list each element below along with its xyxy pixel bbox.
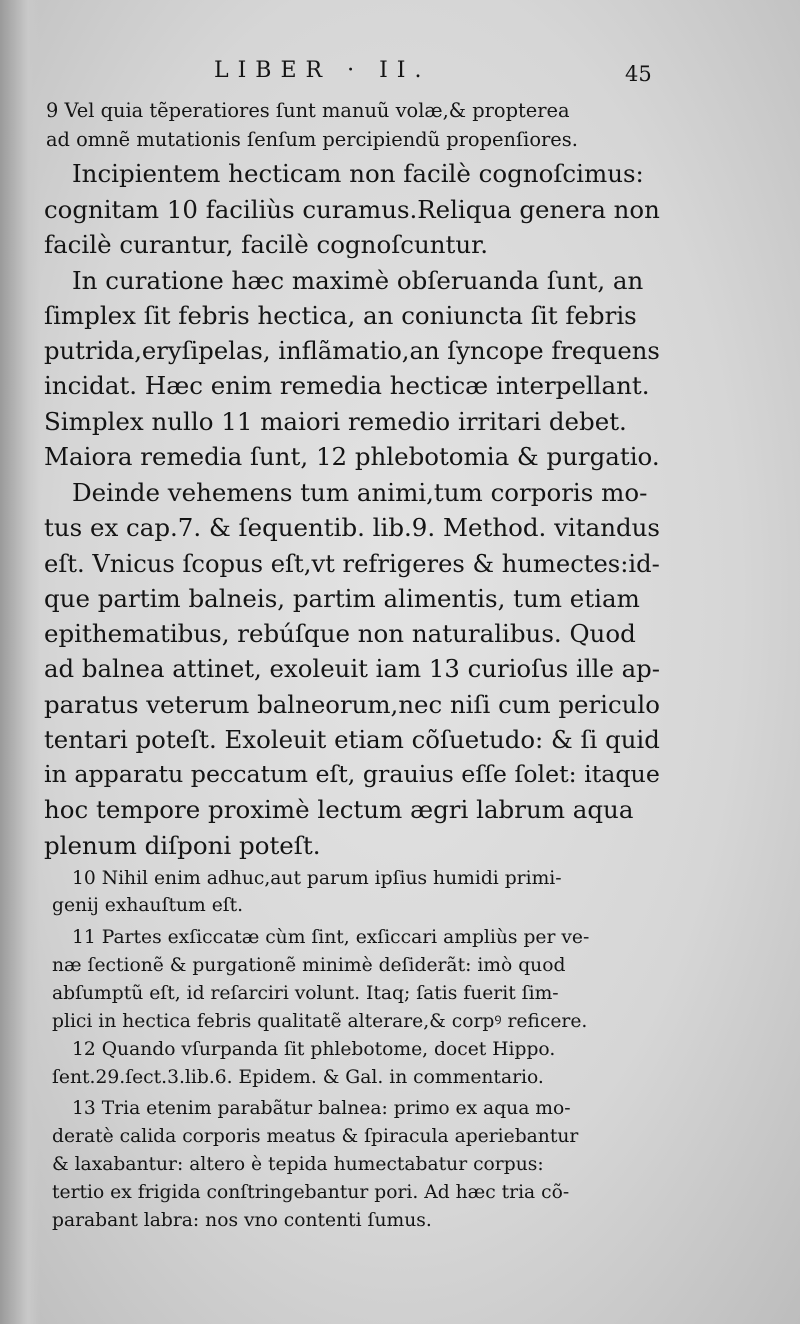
text-line: incidat. Hæc enim remedia hecticæ interpellant. [44,371,650,400]
footnote-line: genij exhauſtum eſt. [52,895,244,916]
text-line: ſimplex ſit febris hectica, an coniuncta ſit febris [44,301,637,330]
text-line: que partim balneis, partim alimentis, tum etiam [44,584,640,613]
page-number: 45 [625,62,652,86]
text-line: In curatione hæc maximè obſeruanda ſunt, an [72,266,644,295]
footnote-line: tertio ex frigida conſtringebantur pori. Ad hæc tria cõ- [52,1182,570,1203]
text-line: Simplex nullo 11 maiori remedio irritari debet. [44,407,627,436]
footnote-line: & laxabantur: altero è tepida humectabatur corpus: [52,1154,544,1175]
footnote-line: 12 Quando vſurpanda ſit phlebotome, docet Hippo. [72,1039,556,1060]
text-line: Incipientem hecticam non facilè cognoſcimus: [72,159,644,188]
text-line: tentari poteſt. Exoleuit etiam cõſuetudo: & ſi quid [44,725,660,754]
text-line: cognitam 10 faciliùs curamus.Reliqua genera non [44,195,660,224]
page-gutter-shadow [0,0,40,1324]
text-line: putrida,eryſipelas, inflãmatio,an ſyncope frequens [44,336,660,365]
footnote-line: 13 Tria etenim parabãtur balnea: primo ex aqua mo- [72,1098,571,1119]
footnote-line: abſumptũ eſt, id reſarciri volunt. Itaq; ſatis fuerit ſim- [52,983,559,1004]
text-line: Deinde vehemens tum animi,tum corporis mo- [72,478,648,507]
text-line: in apparatu peccatum eſt, grauius eſſe ſolet: itaque [44,760,660,788]
footnote-line: 11 Partes exſiccatæ cùm ſint, exſiccari ampliùs per ve- [72,927,590,948]
text-line: tus ex cap.7. & ſequentib. lib.9. Method. vitandus [44,513,660,542]
text-line: epithematibus, rebúſque non naturalibus. Quod [44,619,636,648]
footnote-line: 9 Vel quia tẽperatiores ſunt manuũ volæ,& propterea [46,99,570,122]
footnote-line: næ ſectionẽ & purgationẽ minimè deſiderãt: imò quod [52,955,566,976]
footnote-line: ſent.29.ſect.3.lib.6. Epidem. & Gal. in commentario. [52,1067,544,1088]
footnote-line: ad omnẽ mutationis ſenſum percipiendũ propenſiores. [46,128,578,151]
text-line: hoc tempore proximè lectum ægri labrum aqua [44,795,634,824]
footnote-line: 10 Nihil enim adhuc,aut parum ipſius humidi primi- [72,868,562,889]
text-line: Maiora remedia ſunt, 12 phlebotomia & purgatio. [44,442,660,471]
text-line: ad balnea attinet, exoleuit iam 13 curioſus ille ap- [44,654,660,683]
running-head: LIBER · II. [214,58,431,83]
text-line: facilè curantur, facilè cognoſcuntur. [44,230,488,259]
text-line: paratus veterum balneorum,nec niſi cum periculo [44,690,660,719]
text-line: eſt. Vnicus ſcopus eſt,vt refrigeres & humectes:id- [44,550,660,578]
footnote-line: plici in hectica febris qualitatẽ alterare,& corpꝰ reficere. [52,1011,588,1032]
footnote-line: parabant labra: nos vno contenti ſumus. [52,1210,432,1231]
footnote-line: deratè calida corporis meatus & ſpiracula aperiebantur [52,1126,579,1147]
text-line: plenum diſponi poteſt. [44,831,321,860]
